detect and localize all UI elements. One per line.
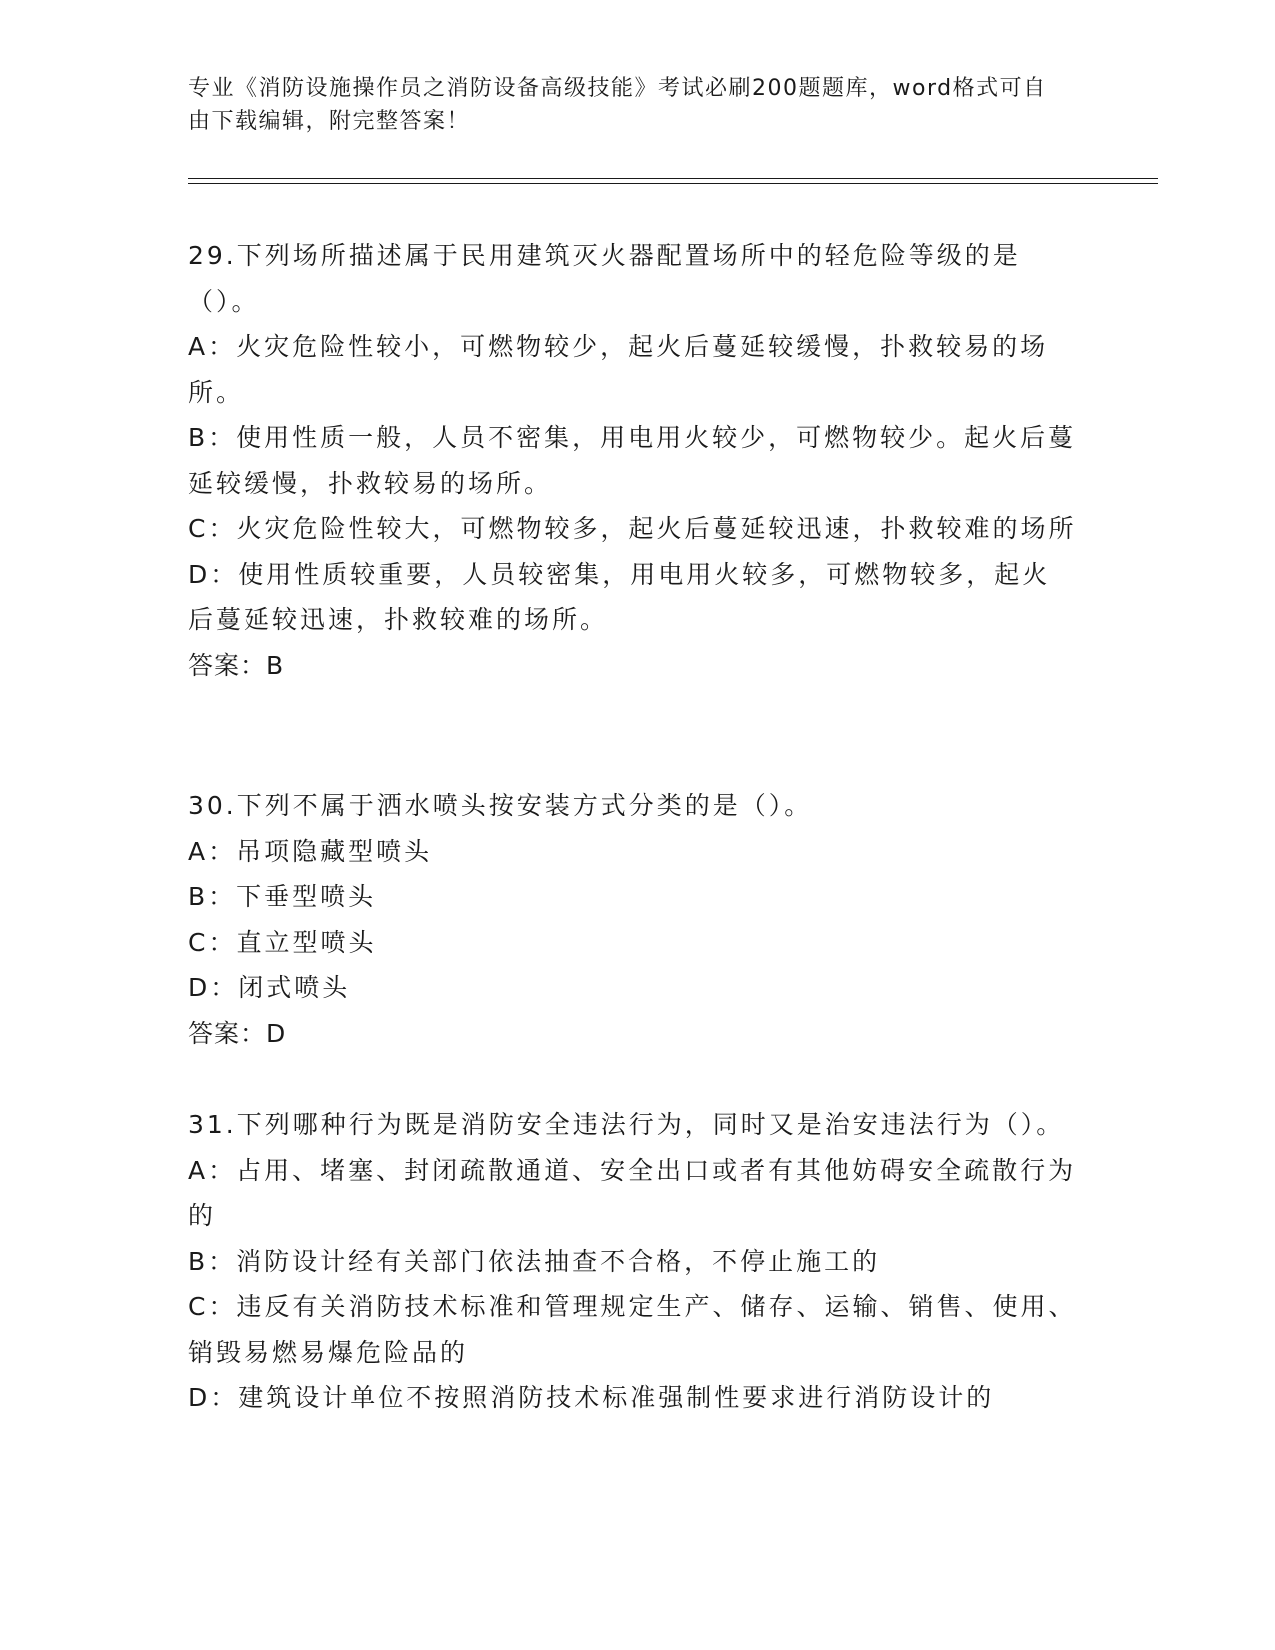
question-stem: 31.下列哪种行为既是消防安全违法行为，同时又是治安违法行为（）。 <box>188 1110 1065 1139</box>
question-stem: 29.下列场所描述属于民用建筑灭火器配置场所中的轻危险等级的是（）。 <box>188 241 1021 316</box>
option-b: B：使用性质一般，人员不密集，用电用火较少，可燃物较少。起火后蔓延较缓慢，扑救较易的场所。 <box>188 423 1077 498</box>
option-b: B：下垂型喷头 <box>188 882 377 911</box>
question-stem: 30.下列不属于洒水喷头按安装方式分类的是（）。 <box>188 791 813 820</box>
option-d: D：使用性质较重要，人员较密集，用电用火较多，可燃物较多，起火后蔓延较迅速，扑救较难的场所。 <box>188 559 1051 634</box>
option-c: C：违反有关消防技术标准和管理规定生产、储存、运输、销售、使用、销毁易燃易爆危险品的 <box>188 1292 1077 1367</box>
option-d: D：建筑设计单位不按照消防技术标准强制性要求进行消防设计的 <box>188 1383 995 1412</box>
option-a: A：吊项隐藏型喷头 <box>188 836 433 866</box>
question-31 <box>188 1102 1078 1421</box>
question-29 <box>188 233 1078 688</box>
option-a: A：火灾危险性较小，可燃物较少，起火后蔓延较缓慢，扑救较易的场所。 <box>188 332 1049 407</box>
answer-label: 答案：D <box>188 1018 287 1048</box>
option-a: A：占用、堵塞、封闭疏散通道、安全出口或者有其他妨碍安全疏散行为的 <box>188 1155 1077 1230</box>
header-divider-top <box>188 178 1158 179</box>
question-30 <box>188 783 1078 1056</box>
option-c: C：火灾危险性较大，可燃物较多，起火后蔓延较迅速，扑救较难的场所 <box>188 514 1077 543</box>
option-b: B：消防设计经有关部门依法抽查不合格，不停止施工的 <box>188 1246 881 1276</box>
document-header: 专业《消防设施操作员之消防设备高级技能》考试必刷200题题库，word格式可自由下载编辑，附完整答案！ <box>188 76 1047 134</box>
option-d: D：闭式喷头 <box>188 973 351 1002</box>
answer-label: 答案：B <box>188 650 285 680</box>
option-c: C：直立型喷头 <box>188 927 377 957</box>
header-divider-bottom <box>188 183 1158 184</box>
